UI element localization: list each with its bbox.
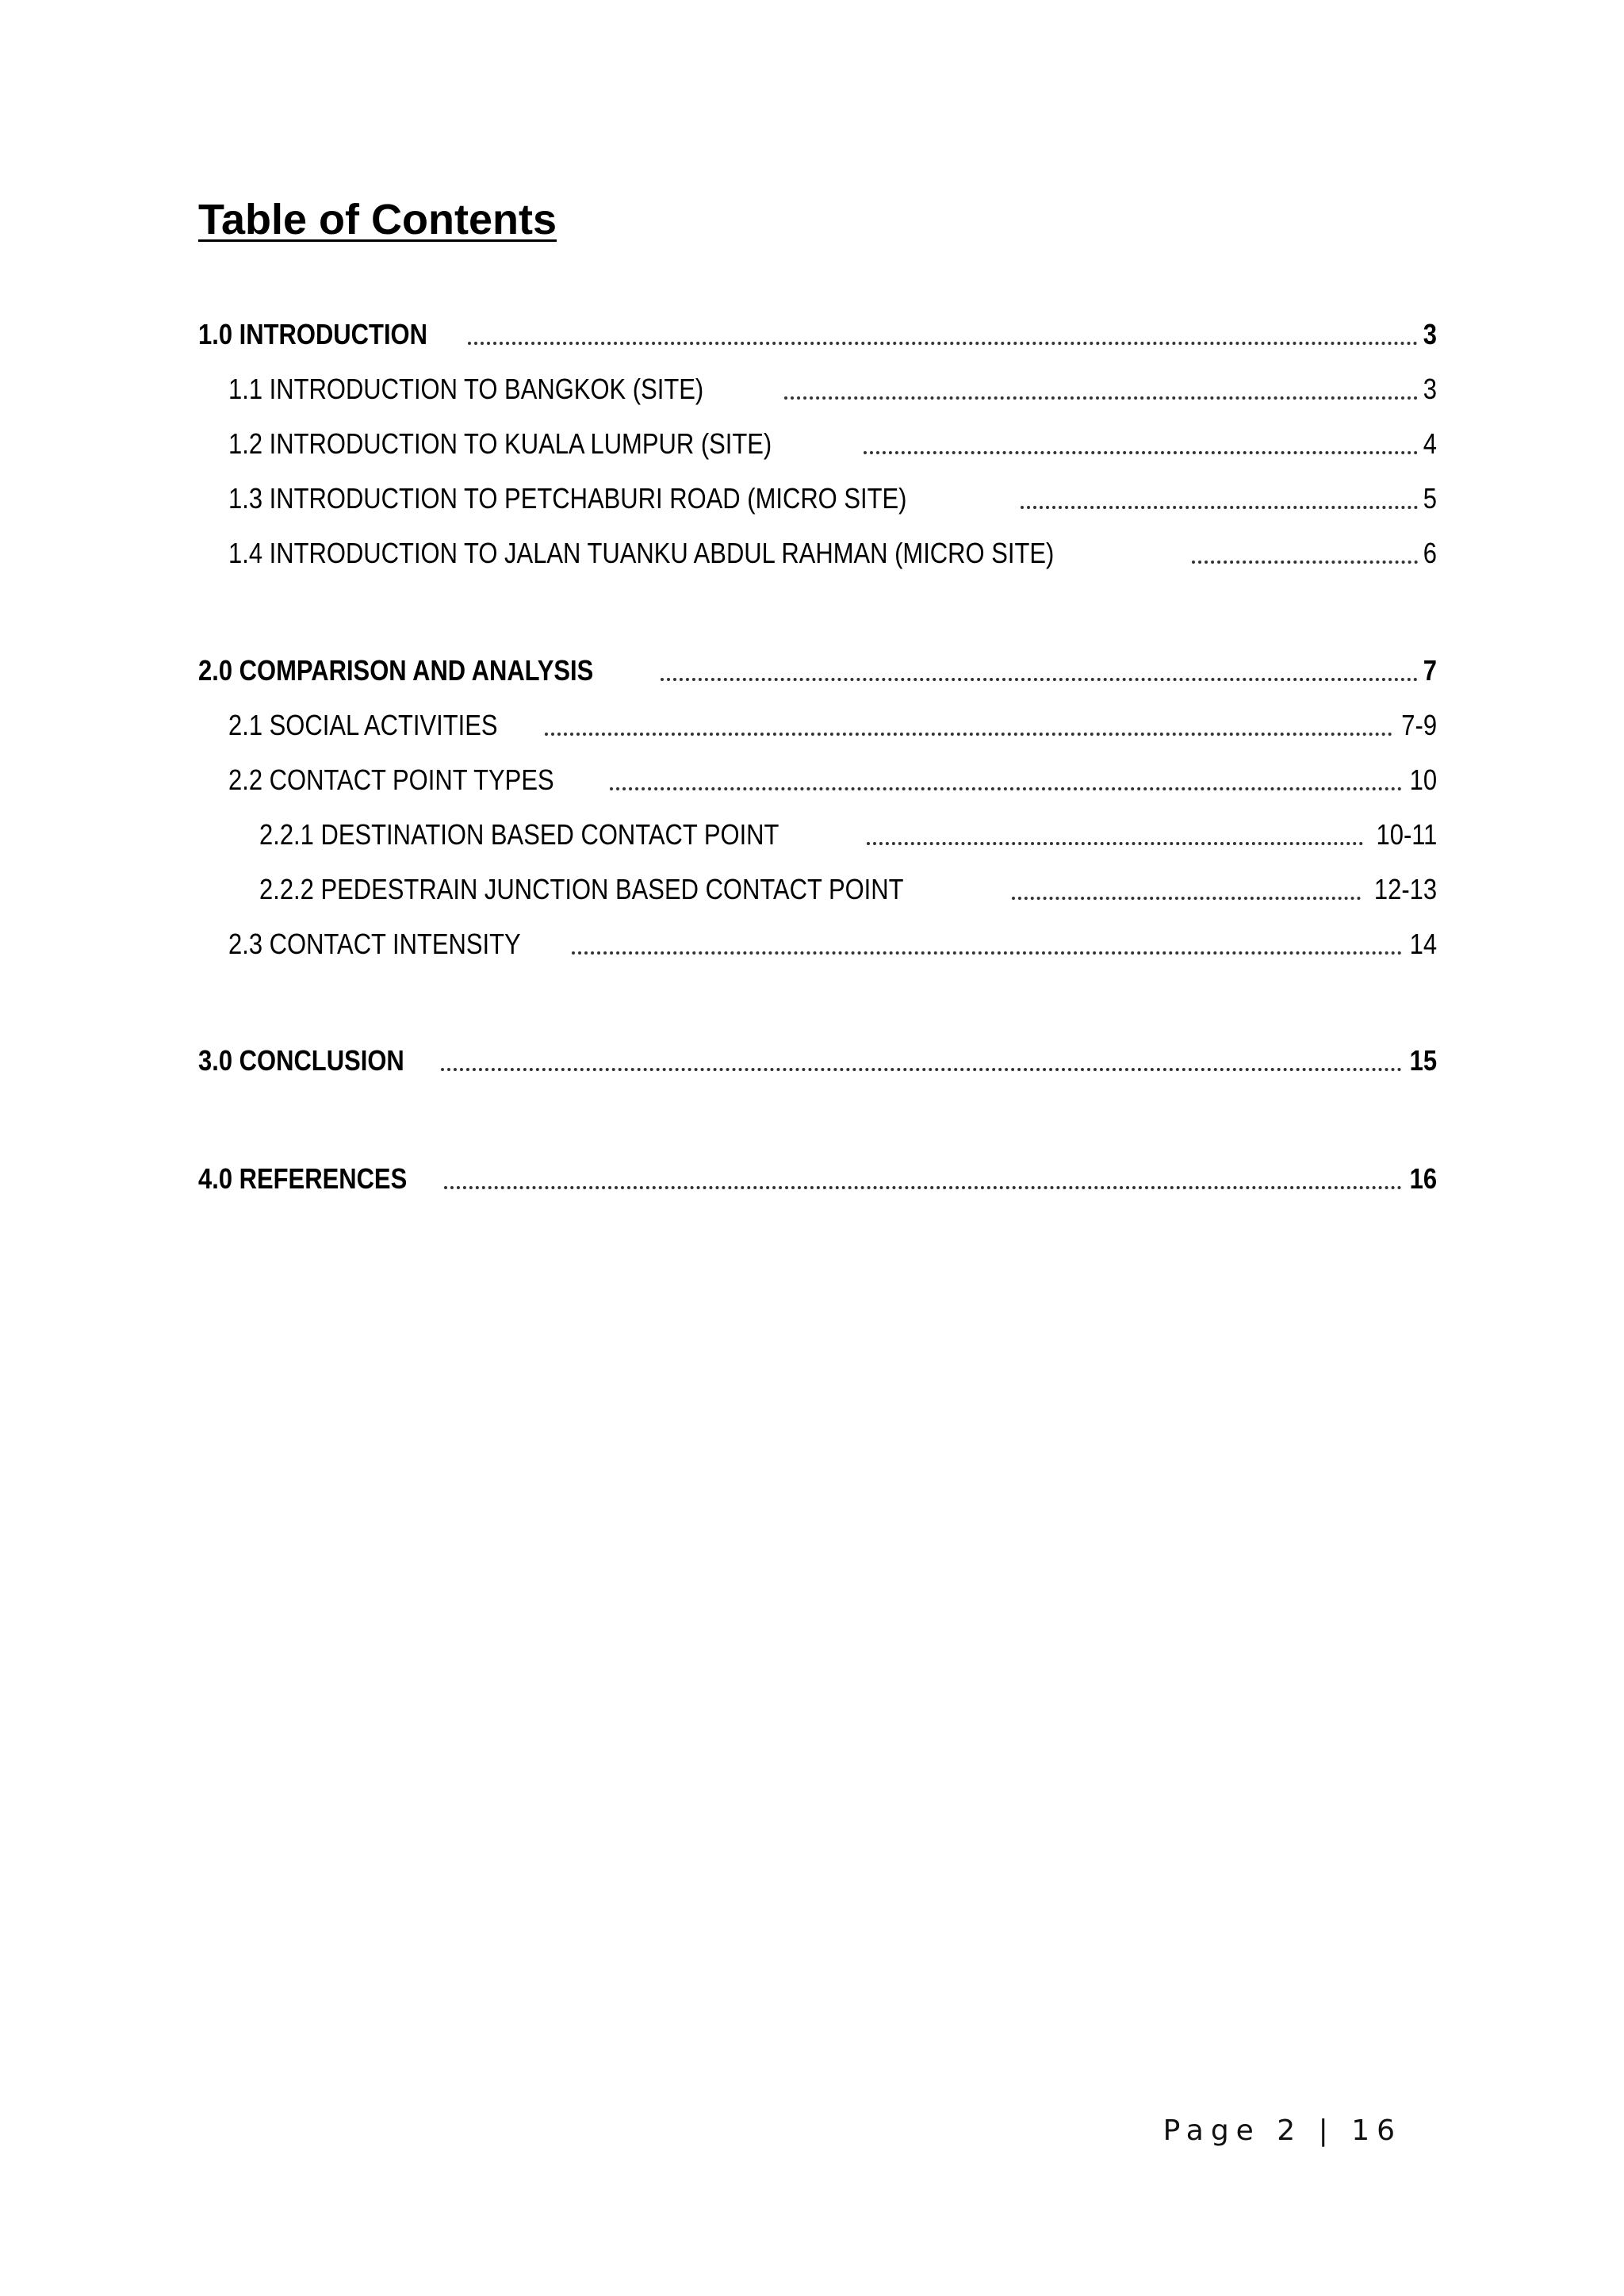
toc-entry-label: 2.0 COMPARISON AND ANALYSIS <box>198 654 594 687</box>
dot-leader <box>545 733 1392 736</box>
toc-entry-page: 12-13 <box>1373 873 1437 905</box>
toc-entry-page: 7 <box>1423 654 1437 687</box>
toc-entry-page: 10-11 <box>1376 818 1437 851</box>
toc-entry-label: 4.0 REFERENCES <box>198 1162 408 1195</box>
toc-entry-label: 3.0 CONCLUSION <box>198 1044 404 1077</box>
toc-entry-page: 14 <box>1409 928 1437 960</box>
toc-entry-2-0[interactable] <box>198 653 1437 688</box>
dot-leader <box>867 842 1362 845</box>
page-number-footer: Page 2 | 16 <box>1162 2114 1402 2147</box>
toc-entry-page: 7-9 <box>1401 709 1437 741</box>
toc-entry-label: 1.3 INTRODUCTION TO PETCHABURI ROAD (MICRO SITE) <box>228 482 907 515</box>
toc-entry-label: 2.2 CONTACT POINT TYPES <box>228 763 554 796</box>
dot-leader <box>610 787 1401 790</box>
toc-entry-label: 2.1 SOCIAL ACTIVITIES <box>228 709 498 741</box>
toc-entry-2-2-2[interactable] <box>259 872 1437 907</box>
dot-leader <box>572 951 1402 955</box>
dot-leader <box>1192 561 1418 564</box>
toc-entry-1-4[interactable] <box>228 536 1437 571</box>
toc-entry-page: 3 <box>1423 318 1437 350</box>
toc-entry-2-1[interactable] <box>228 708 1437 743</box>
dot-leader <box>1021 506 1418 509</box>
toc-entry-1-2[interactable] <box>228 427 1437 461</box>
dot-leader <box>444 1186 1402 1189</box>
toc-entry-page: 15 <box>1409 1044 1437 1077</box>
page-title: Table of Contents <box>198 196 557 243</box>
dot-leader <box>1012 897 1361 900</box>
toc-entry-2-3[interactable] <box>228 927 1437 962</box>
dot-leader <box>864 451 1418 454</box>
toc-entry-page: 5 <box>1423 482 1437 515</box>
toc-entry-label: 1.2 INTRODUCTION TO KUALA LUMPUR (SITE) <box>228 427 772 460</box>
toc-entry-1-0[interactable] <box>198 317 1437 352</box>
toc-entry-page: 16 <box>1409 1162 1437 1195</box>
toc-entry-label: 2.2.1 DESTINATION BASED CONTACT POINT <box>259 818 779 851</box>
toc-entry-label: 2.3 CONTACT INTENSITY <box>228 928 521 960</box>
dot-leader <box>784 396 1418 400</box>
toc-entry-label: 1.4 INTRODUCTION TO JALAN TUANKU ABDUL RAHMAN (MICRO SITE) <box>228 537 1055 569</box>
toc-entry-4-0[interactable] <box>198 1161 1437 1196</box>
toc-entry-2-2-1[interactable] <box>259 817 1437 852</box>
toc-entry-1-1[interactable] <box>228 372 1437 407</box>
toc-entry-label: 2.2.2 PEDESTRAIN JUNCTION BASED CONTACT POINT <box>259 873 904 905</box>
toc-entry-label: 1.0 INTRODUCTION <box>198 318 427 350</box>
dot-leader <box>468 342 1418 345</box>
toc-entry-page: 10 <box>1409 763 1437 796</box>
toc-entry-label: 1.1 INTRODUCTION TO BANGKOK (SITE) <box>228 373 704 405</box>
toc-entry-1-3[interactable] <box>228 481 1437 516</box>
dot-leader <box>441 1068 1402 1071</box>
toc-entry-page: 3 <box>1423 373 1437 405</box>
toc-entry-page: 6 <box>1423 537 1437 569</box>
toc-entry-3-0[interactable] <box>198 1043 1437 1078</box>
toc-entry-page: 4 <box>1423 427 1437 460</box>
toc-entry-2-2[interactable] <box>228 763 1437 798</box>
dot-leader <box>661 678 1418 681</box>
